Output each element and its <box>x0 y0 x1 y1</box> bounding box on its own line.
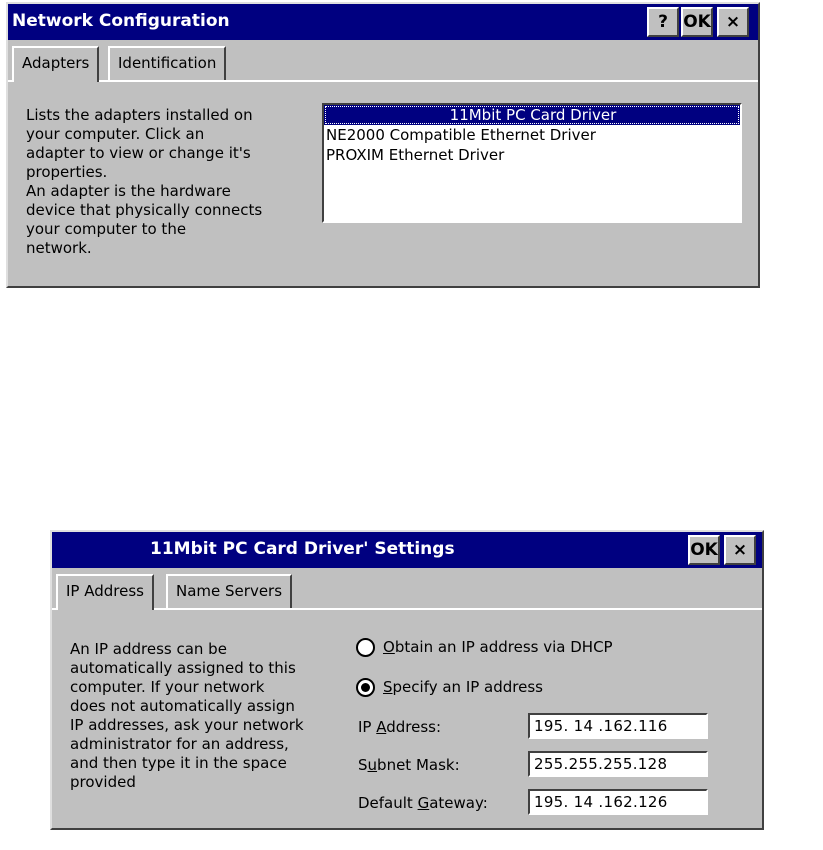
adapter-list-item[interactable]: 11Mbit PC Card Driver <box>324 105 740 125</box>
ok-button[interactable]: OK <box>681 7 713 37</box>
specify-ip-radio[interactable] <box>356 678 375 697</box>
label-part: ateway: <box>429 794 488 812</box>
tab-identification[interactable]: Identification <box>108 46 226 80</box>
subnet-mask-label <box>358 756 460 774</box>
specify-label: pecify an IP address <box>392 678 543 696</box>
subnet-mask-field[interactable]: 255.255.255.128 <box>528 751 708 777</box>
dhcp-radio-option[interactable] <box>356 638 613 657</box>
adapters-description: Lists the adapters installed on your computer. Click an adapter to view or change it's properties. An adapter is the hardware device that physically connects your computer to the network. <box>26 106 263 257</box>
driver-settings-window <box>50 530 764 830</box>
window-title: Network Configuration <box>12 11 230 31</box>
ip-address-label <box>358 718 441 736</box>
dhcp-accelerator: O <box>383 638 395 656</box>
adapter-list[interactable] <box>322 103 742 223</box>
tab-name-servers[interactable]: Name Servers <box>166 574 292 608</box>
radio-selected-dot <box>361 683 370 692</box>
ok-button[interactable]: OK <box>688 535 720 565</box>
tab-panel-border <box>8 80 758 82</box>
default-gateway-field[interactable]: 195. 14 .162.126 <box>528 789 708 815</box>
label-accelerator: u <box>367 756 378 774</box>
title-bar[interactable] <box>8 4 758 40</box>
label-part: S <box>358 756 368 774</box>
adapter-list-item[interactable]: PROXIM Ethernet Driver <box>326 146 505 164</box>
close-icon: × <box>725 12 741 32</box>
dhcp-label: btain an IP address via DHCP <box>394 638 613 656</box>
adapter-list-item[interactable]: NE2000 Compatible Ethernet Driver <box>326 126 596 144</box>
label-accelerator: A <box>376 718 387 736</box>
ip-address-field[interactable]: 195. 14 .162.116 <box>528 713 708 739</box>
tab-strip <box>52 574 762 608</box>
window-title: 11Mbit PC Card Driver' Settings <box>150 539 455 559</box>
label-part: bnet Mask: <box>377 756 460 774</box>
default-gateway-label <box>358 794 488 812</box>
ip-description: An IP address can be automatically assigned to this computer. If your network does not automatically assign IP addresses, ask your network administrator for an address, and then type it in the space provided <box>70 640 304 791</box>
title-bar[interactable] <box>52 532 762 568</box>
close-button[interactable] <box>724 535 756 565</box>
specify-accelerator: S <box>383 678 393 696</box>
help-button[interactable]: ? <box>647 7 679 37</box>
network-configuration-window <box>6 2 760 288</box>
label-part: IP <box>358 718 377 736</box>
tab-adapters[interactable]: Adapters <box>12 46 99 82</box>
close-icon: × <box>732 540 748 560</box>
close-button[interactable] <box>717 7 749 37</box>
tab-strip <box>8 46 758 80</box>
label-part: Default <box>358 794 418 812</box>
specify-ip-radio-option[interactable] <box>356 678 543 697</box>
tab-ip-address[interactable]: IP Address <box>56 574 154 610</box>
label-accelerator: G <box>417 794 430 812</box>
dhcp-radio[interactable] <box>356 638 375 657</box>
tab-panel-border <box>52 608 762 610</box>
label-part: ddress: <box>386 718 442 736</box>
